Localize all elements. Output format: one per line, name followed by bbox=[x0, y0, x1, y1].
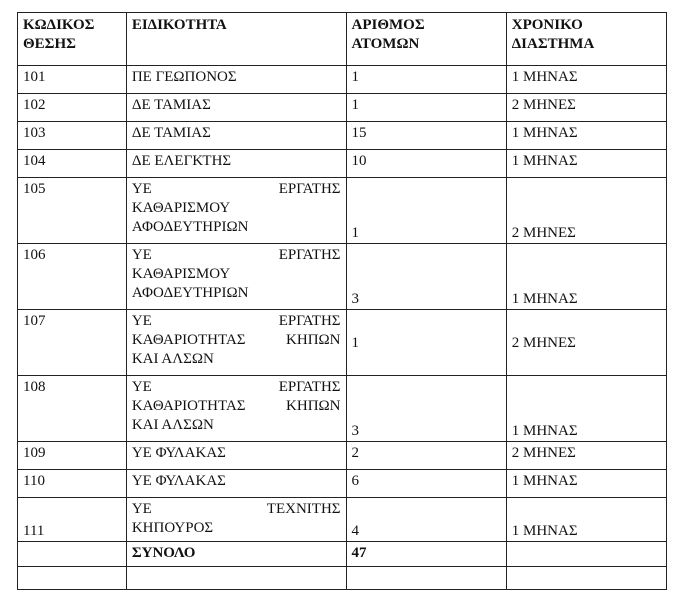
cell-spec-line: ΥΕ ΕΡΓΑΤΗΣ bbox=[131, 313, 341, 329]
header-count bbox=[346, 13, 506, 66]
header-code-line2: ΘΕΣΗΣ bbox=[23, 36, 76, 52]
header-spec bbox=[126, 13, 346, 66]
cell-code: 106 bbox=[18, 244, 127, 310]
cell-period: 1 ΜΗΝΑΣ bbox=[506, 244, 666, 310]
cell-count: 15 bbox=[346, 122, 506, 150]
cell-period: 2 ΜΗΝΕΣ bbox=[506, 94, 666, 122]
table-row bbox=[18, 122, 667, 150]
cell-code: 110 bbox=[18, 470, 127, 498]
cell-spec-line: ΥΕ ΕΡΓΑΤΗΣ bbox=[131, 379, 341, 395]
cell-code: 107 bbox=[18, 310, 127, 376]
cell-spec-line: ΚΑΙ ΑΛΣΩΝ bbox=[131, 351, 214, 367]
cell-spec: ΥΕ ΦΥΛΑΚΑΣ bbox=[126, 470, 346, 498]
cell-spec bbox=[126, 178, 346, 244]
positions-table bbox=[17, 12, 667, 590]
cell-count: 1 bbox=[346, 94, 506, 122]
cell-period: 1 ΜΗΝΑΣ bbox=[506, 150, 666, 178]
cell-empty bbox=[506, 542, 666, 567]
cell-code: 111 bbox=[18, 498, 127, 542]
cell-spec bbox=[126, 376, 346, 442]
total-value: 47 bbox=[346, 542, 506, 567]
cell-spec-line: ΚΑΘΑΡΙΣΜΟΥ bbox=[131, 200, 231, 216]
cell-spec: ΠΕ ΓΕΩΠΟΝΟΣ bbox=[126, 66, 346, 94]
header-count-line2: ΑΤΟΜΩΝ bbox=[351, 36, 420, 52]
cell-count: 4 bbox=[346, 498, 506, 542]
cell-spec: ΥΕ ΦΥΛΑΚΑΣ bbox=[126, 442, 346, 470]
cell-count: 10 bbox=[346, 150, 506, 178]
header-period-line1: ΧΡΟΝΙΚΟ bbox=[511, 17, 583, 33]
table-row bbox=[18, 310, 667, 376]
cell-period: 2 ΜΗΝΕΣ bbox=[506, 178, 666, 244]
table-row bbox=[18, 442, 667, 470]
cell-spec-line: ΚΑΘΑΡΙΟΤΗΤΑΣ ΚΗΠΩΝ bbox=[131, 398, 341, 414]
table-row bbox=[18, 178, 667, 244]
cell-count: 3 bbox=[346, 244, 506, 310]
cell-spec bbox=[126, 310, 346, 376]
header-code bbox=[18, 13, 127, 66]
blank-row bbox=[18, 567, 667, 590]
table-row bbox=[18, 498, 667, 542]
cell-spec-line: ΚΑΙ ΑΛΣΩΝ bbox=[131, 417, 214, 433]
cell-empty bbox=[18, 542, 127, 567]
cell-code: 109 bbox=[18, 442, 127, 470]
cell-spec: ΔΕ ΕΛΕΓΚΤΗΣ bbox=[126, 150, 346, 178]
cell-code: 105 bbox=[18, 178, 127, 244]
table-row bbox=[18, 376, 667, 442]
cell-empty bbox=[506, 567, 666, 590]
cell-count: 1 bbox=[346, 66, 506, 94]
total-row bbox=[18, 542, 667, 567]
cell-code: 104 bbox=[18, 150, 127, 178]
cell-code: 103 bbox=[18, 122, 127, 150]
table-row bbox=[18, 244, 667, 310]
cell-period: 2 ΜΗΝΕΣ bbox=[506, 442, 666, 470]
cell-empty bbox=[126, 567, 346, 590]
cell-period: 1 ΜΗΝΑΣ bbox=[506, 122, 666, 150]
cell-period: 2 ΜΗΝΕΣ bbox=[506, 310, 666, 376]
cell-spec-line: ΚΑΘΑΡΙΣΜΟΥ bbox=[131, 266, 231, 282]
cell-period: 1 ΜΗΝΑΣ bbox=[506, 376, 666, 442]
cell-spec-line: ΑΦΟΔΕΥΤΗΡΙΩΝ bbox=[131, 219, 249, 235]
cell-code: 108 bbox=[18, 376, 127, 442]
header-code-line1: ΚΩΔΙΚΟΣ bbox=[23, 17, 95, 33]
table-row bbox=[18, 94, 667, 122]
cell-spec-line: ΥΕ ΕΡΓΑΤΗΣ bbox=[131, 247, 341, 263]
header-spec-text: ΕΙΔΙΚΟΤΗΤΑ bbox=[131, 17, 227, 33]
cell-code: 102 bbox=[18, 94, 127, 122]
table-row bbox=[18, 66, 667, 94]
table-row bbox=[18, 470, 667, 498]
cell-count: 2 bbox=[346, 442, 506, 470]
total-label: ΣΥΝΟΛΟ bbox=[126, 542, 346, 567]
cell-spec-line: ΚΑΘΑΡΙΟΤΗΤΑΣ ΚΗΠΩΝ bbox=[131, 332, 341, 348]
cell-empty bbox=[18, 567, 127, 590]
cell-count: 3 bbox=[346, 376, 506, 442]
cell-spec: ΔΕ ΤΑΜΙΑΣ bbox=[126, 94, 346, 122]
table-row bbox=[18, 150, 667, 178]
cell-spec bbox=[126, 498, 346, 542]
cell-spec-line: ΚΗΠΟΥΡΟΣ bbox=[131, 520, 214, 536]
table-header-row bbox=[18, 13, 667, 66]
cell-spec-line: ΥΕ ΤΕΧΝΙΤΗΣ bbox=[131, 501, 341, 517]
cell-count: 6 bbox=[346, 470, 506, 498]
cell-count: 1 bbox=[346, 310, 506, 376]
cell-count: 1 bbox=[346, 178, 506, 244]
cell-period: 1 ΜΗΝΑΣ bbox=[506, 470, 666, 498]
header-count-line1: ΑΡΙΘΜΟΣ bbox=[351, 17, 425, 33]
cell-spec-line: ΑΦΟΔΕΥΤΗΡΙΩΝ bbox=[131, 285, 249, 301]
cell-empty bbox=[346, 567, 506, 590]
cell-spec-line: ΥΕ ΕΡΓΑΤΗΣ bbox=[131, 181, 341, 197]
header-period-line2: ΔΙΑΣΤΗΜΑ bbox=[511, 36, 595, 52]
cell-period: 1 ΜΗΝΑΣ bbox=[506, 66, 666, 94]
cell-spec: ΔΕ ΤΑΜΙΑΣ bbox=[126, 122, 346, 150]
header-period bbox=[506, 13, 666, 66]
cell-period: 1 ΜΗΝΑΣ bbox=[506, 498, 666, 542]
cell-code: 101 bbox=[18, 66, 127, 94]
cell-spec bbox=[126, 244, 346, 310]
